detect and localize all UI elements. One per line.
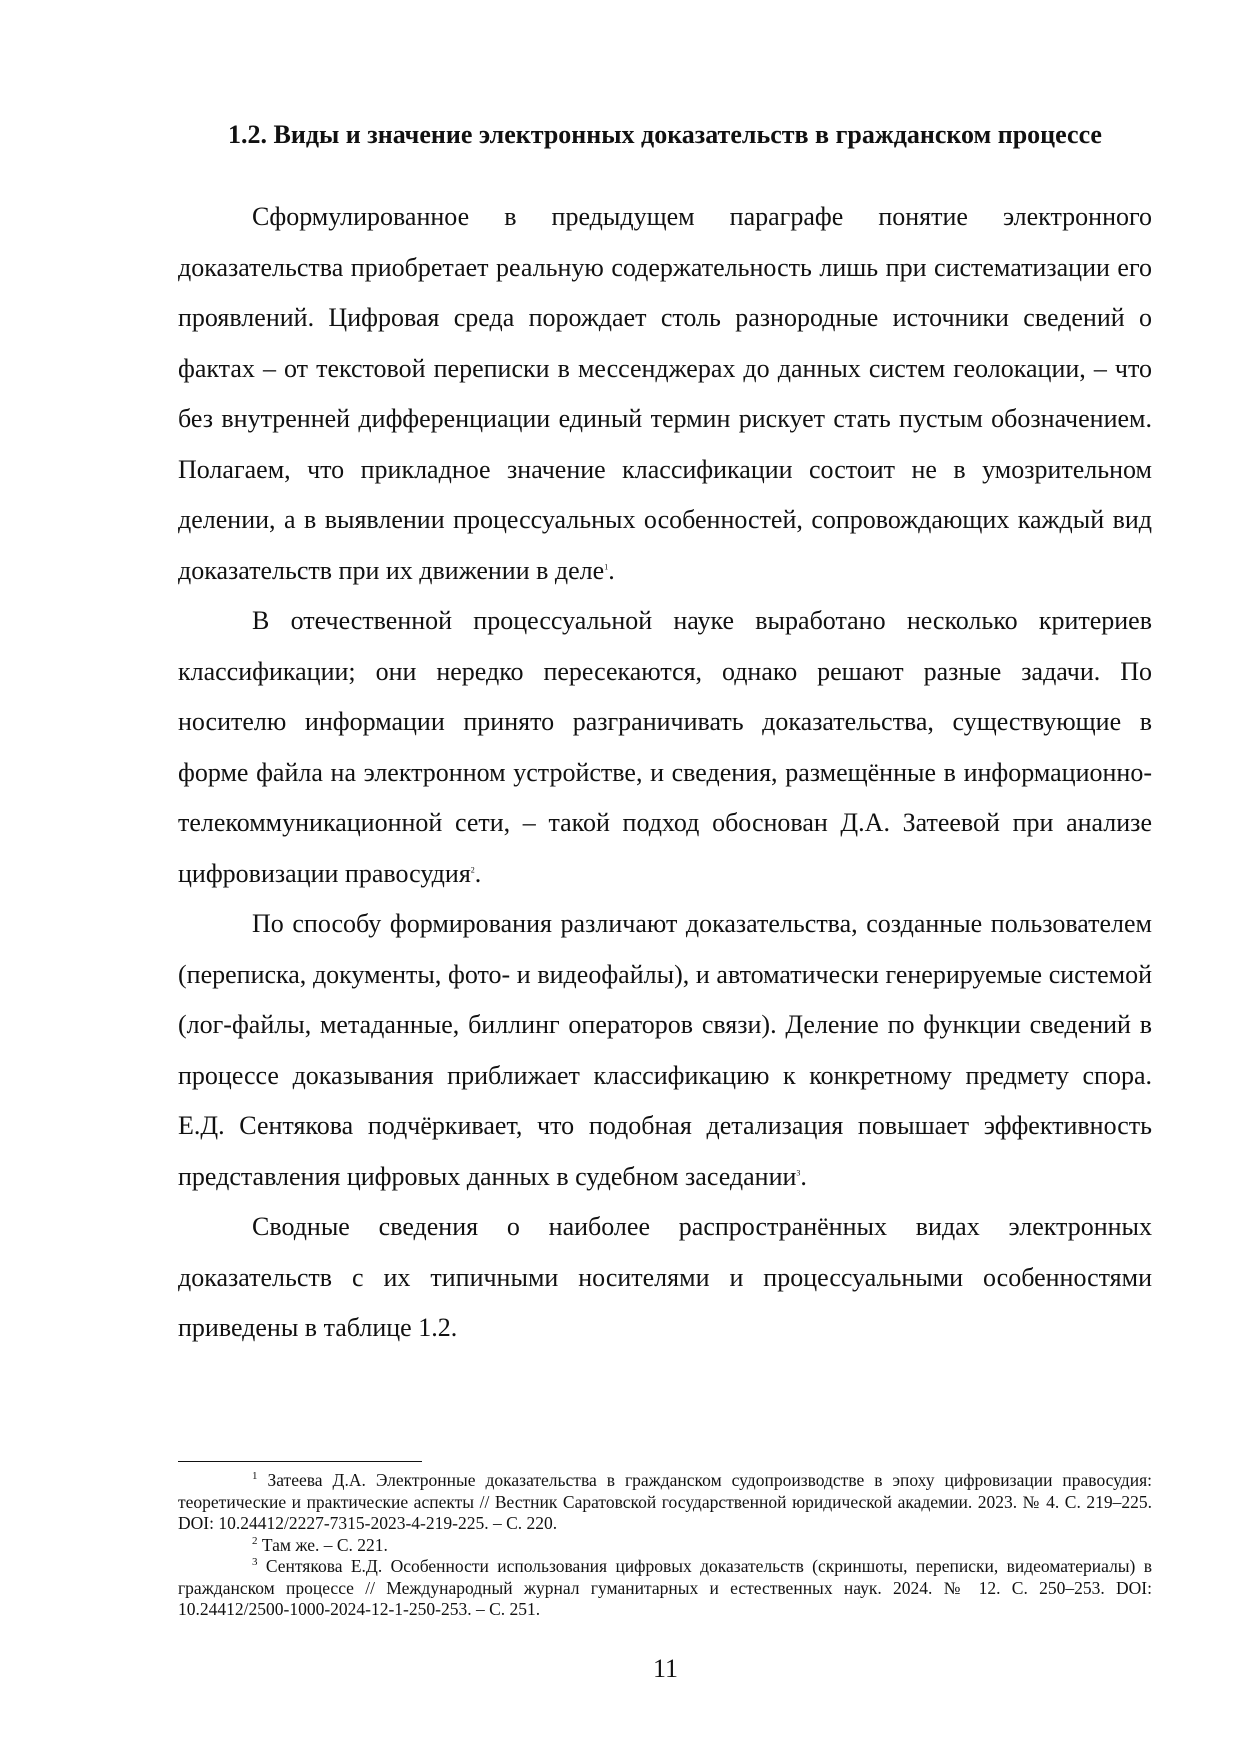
paragraph xyxy=(178,1202,1152,1354)
footnote-number: 2 xyxy=(252,1534,258,1547)
footnote-text: Сентякова Е.Д. Особенности использования цифровых доказательств (скриншоты, переписки, видеоматериалы) в гражданском процессе // Международный журнал гуманитарных и естественных наук. 2024. № 12. С. 250–253. DOI: 10.24412/2500-1000-2024-12-1-250-253. – С. 251. xyxy=(178,1556,1152,1619)
paragraph-text: В отечественной процессуальной науке выработано несколько критериев классификации; они нередко пересекаются, однако решают разные задачи. По носителю информации принято разграничивать доказательства, существующие в форме файла на электронном устройстве, и сведения, размещённые в информационно-телекоммуникационной сети, – такой подход обоснован Д.А. Затеевой при анализе цифровизации правосудия xyxy=(178,606,1152,888)
page-number: 11 xyxy=(652,1654,679,1683)
paragraph-tail: . xyxy=(474,858,482,888)
footnote xyxy=(178,1470,1152,1535)
paragraph-text: Сводные сведения о наиболее распространённых видах электронных доказательств с их типичными носителями и процессуальными особенностями приведены в таблице 1.2. xyxy=(178,1212,1152,1342)
footnote-number: 1 xyxy=(252,1470,258,1483)
paragraph-text: По способу формирования различают доказательства, созданные пользователем (переписка, документы, фото- и видеофайлы), и автоматически генерируемые системой (лог-файлы, метаданные, биллинг операторов связи). Деление по функции сведений в процессе доказывания приближает классификацию к конкретному предмету спора. Е.Д. Сентякова подчёркивает, что подобная детализация повышает эффективность представления цифровых данных в судебном заседании xyxy=(178,909,1152,1191)
paragraph-tail: . xyxy=(800,1161,807,1191)
footnote-ref[interactable]: 1 xyxy=(604,561,609,571)
paragraph-text: Сформулированное в предыдущем параграфе понятие электронного доказательства приобретает реальную содержательность лишь при систематизации его проявлений. Цифровая среда порождает столь разнородные источники сведений о фактах – от текстовой переписки в мессенджерах до данных систем геолокации, – что без внутренней дифференциации единый термин рискует стать пустым обозначением. Полагаем, что прикладное значение классификации состоит не в умозрительном делении, а в выявлении процессуальных особенностей, сопровождающих каждый вид доказательств при их движении в деле xyxy=(178,202,1152,585)
footnotes xyxy=(178,1470,1152,1621)
section-heading: 1.2. Виды и значение электронных доказательств в гражданском процессе xyxy=(228,120,1102,149)
footnote-text: Затеева Д.А. Электронные доказательства в гражданском судопроизводстве в эпоху цифровизации правосудия: теоретические и практические аспекты // Вестник Саратовской государственной юридической академии. 2023. № 4. С. 219–225. DOI: 10.24412/2227-7315-2023-4-219-225. – С. 220. xyxy=(178,1470,1152,1533)
footnote xyxy=(178,1535,1152,1557)
footnote-ref[interactable]: 2 xyxy=(470,864,475,874)
paragraph xyxy=(178,596,1152,899)
footnote-number: 3 xyxy=(252,1556,258,1569)
footnote-separator xyxy=(178,1461,422,1462)
footnote xyxy=(178,1556,1152,1621)
paragraph xyxy=(178,899,1152,1202)
body-text xyxy=(178,192,1152,1354)
footnote-text: Там же. – С. 221. xyxy=(257,1534,388,1555)
paragraph-tail: . xyxy=(608,555,615,585)
paragraph xyxy=(178,192,1152,596)
footnote-ref[interactable]: 3 xyxy=(796,1167,801,1177)
